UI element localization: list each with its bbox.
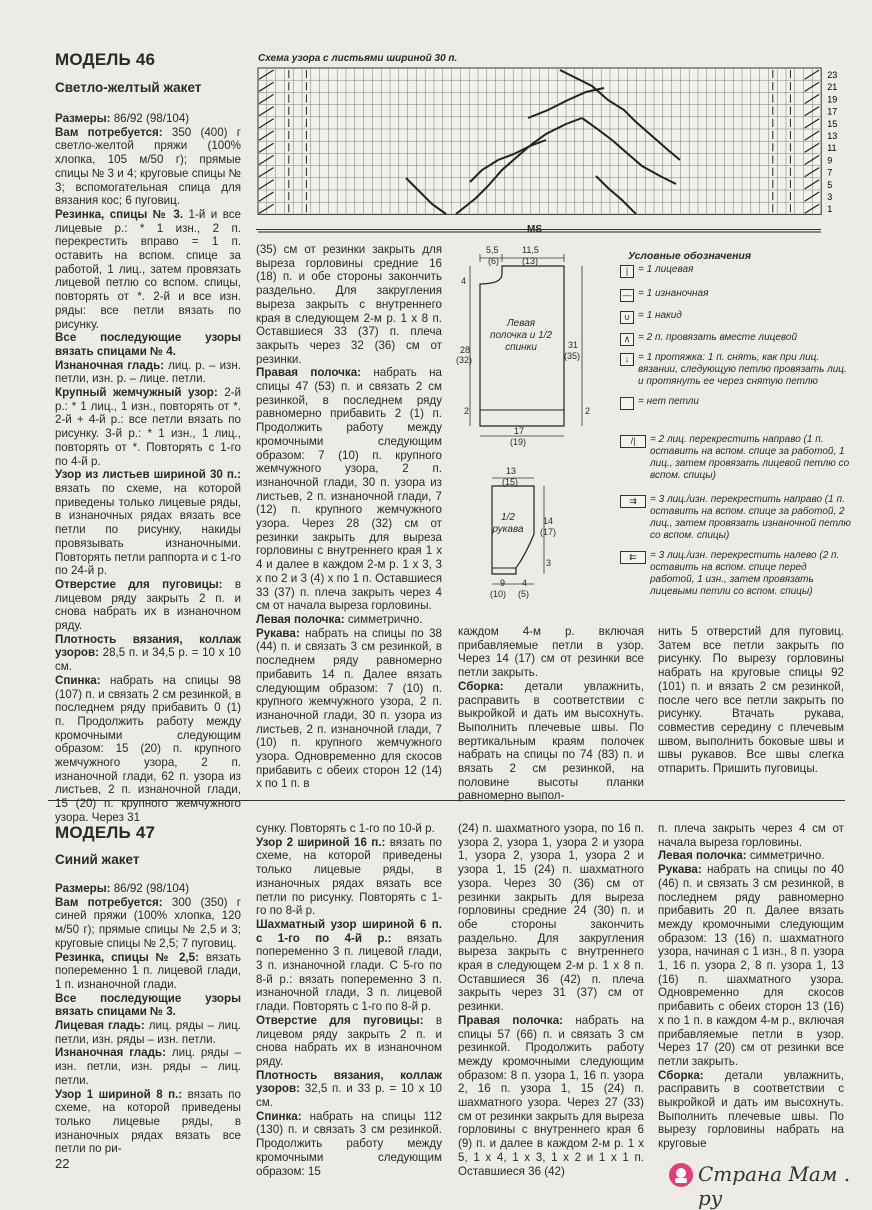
chart-row-number: 21 [827,82,838,93]
paragraph: Левая полочка: симметрично. [658,849,825,863]
model-46-column-1 [55,112,241,825]
paragraph: Вам потребуется: 300 (350) г синей пряжи (100% хлопка, 120 м/50 г); прямые спицы № 2,5 и 3; круговые спицы № 2,5; 7 пуговиц. [55,895,241,950]
knit-icon: | [620,265,634,278]
chart-row-number: 23 [827,70,838,80]
watermark-logo-icon [668,1162,694,1188]
dim-label: 31 [568,340,579,350]
legend-text: = 1 изнаночная [638,288,709,299]
skp-icon: ↓ [620,353,634,366]
model-47-column-3 [458,822,644,1178]
paragraph: Вам потребуется: 350 (400) г светло-желтой пряжи (100% хлопка, 105 м/50 г); прямые спицы № 3 и 4; круговые спицы № 3; вспомогательная спица для вязания кос; 6 пуговиц. [55,125,241,208]
legend-text: = 1 протяжка: 1 п. снять, как при лиц. вязании, следующую петлю провязать лиц. и протянуть ее через снятую петлю [638,352,847,387]
dim-label: 17 [514,426,525,436]
model-47-title: МОДЕЛЬ 47 [55,823,156,842]
chart-row-number: 17 [827,106,838,117]
dim-label: 3 [546,558,552,568]
model-46-title: МОДЕЛЬ 46 [55,50,156,69]
model-47-subtitle: Синий жакет [55,852,140,867]
paragraph: (35) см от резинки закрыть для выреза горловины средние 16 (18) п. и обе стороны закончить раздельно. Для закругления выреза закрыть с внутреннего края в следующем 2-м р. 1 х 8 п. Оставшиеся 33 (37) п. плеча закрыть через 32 (36) см от резинки. [256,243,442,366]
paragraph: п. плеча закрыть через 4 см от начала выреза горловины. [658,822,844,849]
paragraph: (24) п. шахматного узора, по 16 п. узора 2, узора 1, узора 2 и узора 1, узора 2, узора 1, узора 2 и узора 1, 15 (24) п. шахматного узора. Через 30 (36) см от резинки закрыть для выреза горловины средние 24 (30) п. и обе стороны закончить раздельно. Для закругления выреза закрыть с внутреннего края в следующем 2-м р. 1 х 8 п. Оставшиеся 36 (42) п. плеча закрыть через 31 (37) см от резинки. [458,822,644,1014]
chart-row-number: 19 [827,94,838,105]
paragraph: Шахматный узор шириной 6 п. с 1-го по 4-й р.: вязать попеременно 3 п. лицевой глади, 3 п. изнаночной глади. С 5-го по 8-й р.: вязать попеременно 3 п. изнаночной глади, 3 п. лицевой глади. Повторять с 1-го по 8-й р. [256,917,442,1014]
dim-label: (17) [540,527,557,537]
dim-label: 2 [464,406,470,416]
legend-text: = 2 лиц. перекрестить направо (1 п. оставить на вспом. спице за работой, 1 лиц., затем провязать лицевой петлю со вспом. спицы) [650,434,850,481]
model-47-column-4 [658,822,844,1151]
paragraph: Все последующие узоры вязать спицами № 3. [55,991,241,1019]
paragraph: Резинка, спицы № 2,5: вязать попеременно 1 п. лицевой глади, 1 п. изнаночной глади. [55,950,241,991]
dim-label: 5,5 [486,245,499,255]
paragraph: нить 5 отверстий для пуговиц. Затем все петли закрыть по рисунку. По вырезу горловины набрать на круговые спицы 92 (101) п. и вязать 2 см резинкой, после чего все петли закрыть по рисунку. Втачать рукава, совместив середину с плечевым швом, выполнить боковые швы и швы рукавов. Все швы слегка отпарить. Пришить пуговицы. [658,625,844,776]
chart-row-number: 5 [827,179,833,190]
page-number: 22 [55,1156,70,1171]
no-stitch-icon [620,397,634,410]
watermark [668,1160,862,1210]
chart-row-number: 13 [827,131,838,141]
dim-label: 11,5 [522,245,539,255]
schema2-label: 1/2 рукава [492,512,524,535]
paragraph: Размеры: 86/92 (98/104) [55,112,190,125]
dim-label: (32) [456,355,473,365]
model-46-subtitle: Светло-желтый жакет [55,80,202,95]
chart-row-number: 3 [827,192,833,202]
legend-text: = нет петли [638,396,699,407]
paragraph: Резинка, спицы № 3. 1-й и все лицевые р.: * 1 изн., 2 п. перекрестить вправо = 1 п. оставить на вспом. спице за работой, 1 лиц., затем провязать лицевой петлю со вспом. спицы, повторять от *. 2-й и все изн. ряды: все петли вязать по рисунку. [55,207,241,331]
paragraph: Рукава: набрать на спицы по 38 (44) п. и связать 3 см резинкой, в последнем ряду равномерно прибавить 14 п. Далее вязать следующим образом: 7 (10) п. крупного жемчужного узора, 2 п. изнаночной глади, 30 п. узора из листьев, 2 п. изнаночной глади, 7 (10) п. крупного жемчужного узора. Одновременно для скосов прибавить с обеих сторон 12 (14) х по 1 п. в [256,626,442,791]
section-divider [48,800,845,801]
paragraph: Спинка: набрать на спицы 112 (130) п. и связать 3 см резинкой. Продолжить работу между кромочными следующим образом: 15 [256,1109,442,1178]
dim-label: 2 [585,406,591,416]
paragraph: Изнаночная гладь: лиц. ряды – изн. петли, изн. ряды – лиц. петли. [55,1046,241,1087]
model-46-column-4 [658,625,844,776]
schema1-label: Левая полочка и 1/2 спинки [489,318,553,353]
dim-label: 4 [461,276,467,286]
chart-row-number: 1 [827,204,833,215]
model-47-column-1 [55,882,241,1156]
chart-caption: Схема узора с листьями шириной 30 п. [258,53,458,64]
dim-label: (6) [488,256,499,266]
dim-label: 13 [506,466,517,476]
dim-label: 9 [500,578,506,588]
chart-ms-arrows [256,229,821,230]
legend-text: = 1 накид [638,310,682,321]
paragraph: Крупный жемчужный узор: 2-й р.: * 1 лиц., 1 изн., повторять от *. 2-й + 4-й р.: все петли вязать по рисунку. 3-й р.: * 1 изн., 1 лиц., повторять от *. Повторять с 1-го по 4-й р. [55,386,241,468]
paragraph: каждом 4-м р. включая прибавляемые петли в узор. Через 14 (17) см от резинки все петли закрыть. [458,625,644,680]
paragraph: Лицевая гладь: лиц. ряды – лиц. петли, изн. ряды – изн. петли. [55,1019,241,1046]
legend-title: Условные обозначения [628,250,752,262]
paragraph: Узор 2 шириной 16 п.: вязать по схеме, на которой приведены только лицевые ряды, в изнаночных рядах вязать все петли по рисунку. Повторять с 1-го по 8-й р. [256,835,442,918]
legend-text: = 2 п. провязать вместе лицевой [638,332,798,343]
chart-ms-label: MS [527,224,542,235]
model-46-column-3 [458,625,644,803]
paragraph: Сборка: детали увлажнить, расправить в соответствии с выкройкой и дать им высохнуть. Выполнить плечевые швы. По вертикальным краям полочек набрать на спицы по 74 (83) п. и вязать 2 см резинкой, на половине высоты планки равномерно выпол- [458,679,644,803]
paragraph: Размеры: 86/92 (98/104) [55,882,190,895]
purl-icon: — [620,289,634,302]
paragraph: Плотность вязания, коллаж узоров: 28,5 п. и 34,5 р. = 10 х 10 см. [55,632,241,674]
dim-label: (35) [564,351,581,361]
legend-text: = 3 лиц./изн. перекрестить налево (2 п. оставить на вспом. спице перед работой, 1 изн., затем провязать лицевыми петли со вспом. спицы) [650,550,840,597]
paragraph: Изнаночная гладь: лиц. р. – изн. петли, изн. р. – лице. петли. [55,358,241,386]
model-47-column-2 [256,822,442,1178]
dim-label: 14 [543,516,554,526]
chart-row-number: 15 [827,118,838,129]
paragraph: Отверстие для пуговицы: в лицевом ряду закрыть 2 п. и снова набрать их в изнаночном ряду. [256,1013,442,1068]
paragraph: Правая полочка: набрать на спицы 47 (53) п. и связать 2 см резинкой, в последнем ряду равномерно прибавить 2 (1) п. Продолжить работу между кромочными следующим образом: 7 (10) п. крупного жемчужного узора, 2 п. изнаночной глади, 30 п. узора из листьев, 2 п. изнаночной глади, 7 (12) п. крупного жемчужного узора. Через 28 (32) см от резинки закрыть для выреза горловины с внутреннего края 1 х 4 и далее в каждом 2-м р. 1 х 3, 3 х по 2 и 3 (4) х по 1 п. Оставшиеся 33 (37) п. плеча закрыть через 4 см от начала выреза горловины. [256,366,442,613]
paragraph: сунку. Повторять с 1-го по 10-й р. [256,822,435,835]
dim-label: 28 [460,345,471,355]
dim-label: (15) [502,477,519,487]
paragraph: Левая полочка: симметрично. [256,612,423,626]
cross-right-2-icon: /| [620,435,646,448]
cross-right-3-icon: ⇉ [620,495,646,508]
dim-label: 4 [522,578,528,588]
watermark-text: Страна Мам . ру [698,1162,851,1210]
yarn-over-icon: ∪ [620,311,634,324]
dim-label: (10) [490,589,507,599]
paragraph: Сборка: детали увлажнить, расправить в соответствии с выкройкой и дать им высохнуть. Выполнить плечевые швы. По вырезу горловины набрать на круговые [658,1068,844,1151]
dim-label: (19) [510,437,527,447]
chart-row-number: 7 [827,167,833,178]
paragraph: Правая полочка: набрать на спицы 57 (66) п. и связать 3 см резинкой. Продолжить работу между кромочными следующим образом: 8 п. узора 1, 16 п. узора 2, 16 п. узора 1, 15 (24) п. шахматного узора. Через 27 (33) см от резинки закрыть для выреза горловины с внутреннего края 6 (9) п. и далее в каждом 2-м р. 1 х 5, 1 х 4, 1 х 3, 1 х 2 и 1 х 1 п. Оставшиеся 36 (42) [458,1013,644,1178]
paragraph: Рукава: набрать на спицы по 40 (46) п. и связать 3 см резинкой, в последнем ряду равномерно прибавить 20 п. Далее вязать между кромочными следующим образом: 13 (16) п. шахматного узора, начиная с 1 изн., 8 п. узора 1, 16 п. узора 2, 8 п. узора 1, 13 (16) п. шахматного узора. Одновременно для скосов прибавить с обеих сторон 13 (16) х по 1 п. в каждом 4-м р., включая прибавляемые петли в узор. Через 17 (20) см от резинки все петли закрыть. [658,863,844,1068]
paragraph: Плотность вязания, коллаж узоров: 32,5 п. и 33 р. = 10 х 10 см. [256,1068,442,1110]
paragraph: Узор из листьев шириной 30 п.: вязать по схеме, на которой приведены только лицевые ряды, в изнаночных рядах вязать все петли по рисунку, накиды провязывать изнаночными. Повторять петли раппорта и с 1-го по 24-й р. [55,468,241,578]
paragraph: Узор 1 шириной 8 п.: вязать по схеме, на которой приведены только лицевые ряды, в изнаночных рядах вязать все петли по ри- [55,1087,241,1156]
chart-row-number: 11 [827,143,837,154]
chart-row-number: 9 [827,155,833,166]
model-46-column-2 [256,243,442,791]
paragraph: Отверстие для пуговицы: в лицевом ряду закрыть 2 п. и снова набрать их в изнаночном ряду. [55,577,241,633]
dim-label: (13) [522,256,539,266]
legend-text: = 3 лиц./изн. перекрестить направо (1 п. оставить на вспом. спице за работой, 2 лиц., затем провязать изнаночной петлю со вспом. спицы) [650,494,851,541]
dim-label: (5) [518,589,529,599]
cross-left-3-icon: ⇇ [620,551,646,564]
legend-text: = 1 лицевая [638,264,694,275]
k2tog-icon: ∧ [620,333,634,346]
paragraph: Спинка: набрать на спицы 98 (107) п. и связать 2 см резинкой, в последнем ряду прибавить 0 (1) п. Продолжить работу между кромочными следующим образом: 15 (20) п. крупного жемчужного узора, 2 п. изнаночной глади, 62 п. узора из листьев, 2 п. изнаночной глади, 15 (20) п. крупного жемчужного узора. Через 31 [55,673,241,824]
leaf-pattern-chart [256,66,856,234]
paragraph: Все последующие узоры вязать спицами № 4. [55,331,241,358]
